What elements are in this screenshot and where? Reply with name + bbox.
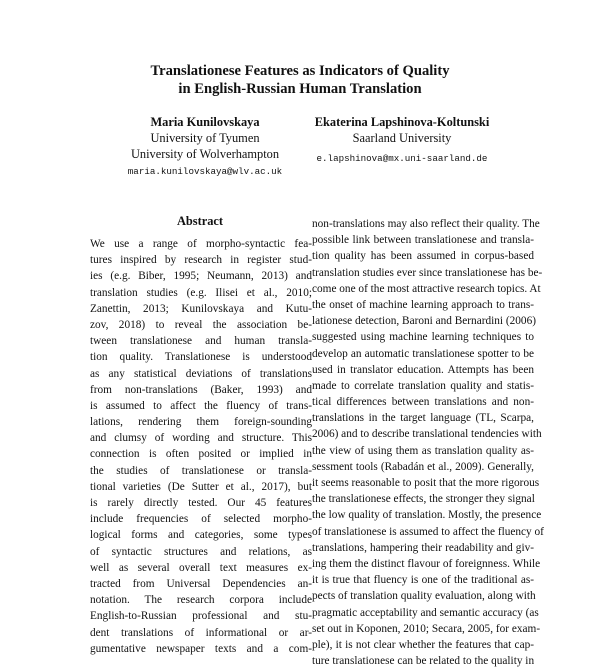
- body-line: translations, hampering their readability and giv-: [312, 541, 534, 554]
- author-name: Maria Kunilovskaya: [150, 115, 260, 129]
- abstract-line: ies (e.g. Biber, 1995; Neumann, 2013) and: [90, 270, 312, 283]
- body-line: tical differences between translations and non-: [312, 396, 534, 409]
- body-line: develop an automatic translationese spotter to be: [312, 347, 534, 360]
- author-email: e.lapshinova@mx.uni-saarland.de: [316, 153, 488, 164]
- abstract-line: dent translations of informational or ar-: [90, 626, 312, 639]
- body-line: ture translationese can be related to the quality in: [312, 655, 535, 668]
- abstract-line: well as several overall text measures ex-: [90, 561, 312, 574]
- abstract-line: of syntactic structures and relations, as: [90, 545, 312, 558]
- body-line: the low quality of translation. Mostly, the presence: [312, 509, 542, 522]
- body-line: made to correlate translation quality and statis-: [312, 379, 534, 392]
- abstract-line: tion quality. Translationese is understood: [90, 351, 312, 364]
- body-line: possible link between translationese and transla-: [312, 234, 534, 247]
- body-line: set out in Koponen, 2010; Secara, 2005, for exam-: [312, 622, 541, 635]
- body-line: lationese detection, Baroni and Bernardini (2006): [312, 315, 536, 328]
- abstract-line: tracted from Universal Dependencies an-: [90, 577, 312, 590]
- body-line: the view of using them as translation quality as-: [312, 444, 534, 457]
- abstract-line: notation. The research corpora include: [90, 594, 312, 607]
- body-line: tion quality has been assumed in corpus-based: [312, 250, 534, 263]
- abstract-line: connection is often posited or implied in: [90, 448, 312, 461]
- abstract-line: We use a range of morpho-syntactic fea-: [90, 238, 312, 250]
- abstract-line: logical forms and categories, some types: [90, 529, 312, 542]
- body-line: translation studies ever since translationese has be-: [312, 266, 543, 279]
- abstract-line: Zanettin, 2013; Kunilovskaya and Kutu-: [90, 302, 312, 315]
- abstract-line: is rarely directly tested. Our 45 features: [90, 497, 312, 509]
- author-email: maria.kunilovskaya@wlv.ac.uk: [127, 166, 283, 177]
- abstract-line: include frequencies of selected morpho-: [90, 513, 312, 526]
- abstract-line: and clumsy of wording and structure. This: [90, 432, 312, 445]
- abstract-line: from non-translations (Baker, 1993) and: [90, 383, 312, 396]
- author-block-1: [100, 114, 310, 180]
- abstract-line: the studies of translationese or transla-: [90, 464, 312, 477]
- abstract-line: as any statistical deviations of translations: [90, 367, 312, 380]
- body-line: it seems reasonable to posit that the more rigorous: [312, 477, 540, 489]
- author-affiliation: University of Wolverhampton: [130, 147, 280, 161]
- author-name: Ekaterina Lapshinova-Koltunski: [314, 115, 490, 129]
- body-line: the translationese effects, the stronger they signal: [312, 493, 535, 506]
- body-line: pragmatic acceptability and semantic accuracy (as: [312, 606, 539, 619]
- body-line: translations in the target language (TL, Scarpa,: [312, 412, 534, 425]
- body-line: the onset of machine learning approach to trans-: [312, 298, 534, 311]
- body-line: suggested using machine learning techniques to: [312, 331, 534, 344]
- abstract-line: tween translationese and human transla-: [90, 335, 312, 348]
- abstract-line: lations, rendering them foreign-sounding: [90, 416, 312, 429]
- abstract-line: gumentative newspaper texts and a com-: [90, 642, 312, 655]
- body-line: of translationese is assumed to affect the fluency of: [312, 525, 544, 538]
- author-affiliation: Saarland University: [352, 131, 452, 145]
- body-line: it is true that fluency is one of the traditional as-: [312, 574, 534, 587]
- abstract-line: is assumed to affect the fluency of trans-: [90, 399, 312, 412]
- author-block-2: [302, 114, 502, 167]
- author-affiliation: University of Tyumen: [150, 131, 260, 145]
- abstract-line: tional varieties (De Sutter et al., 2017), but: [90, 480, 312, 493]
- abstract-line: tures inspired by research in register stud-: [90, 254, 312, 267]
- abstract-line: zov, 2018) to reveal the association be-: [90, 318, 312, 331]
- paper-title-line-2: in English-Russian Human Translation: [178, 81, 422, 97]
- body-line: ing them the distinct flavour of foreignness. While: [312, 557, 541, 570]
- abstract-heading: Abstract: [176, 214, 224, 228]
- body-line: pects of translation quality evaluation, along with: [312, 590, 536, 603]
- abstract-line: English-to-Russian professional and stu-: [90, 610, 312, 623]
- body-line: ple), it is not clear whether the features that cap-: [312, 638, 534, 651]
- body-line: used in translator education. Attempts has been: [312, 363, 534, 376]
- body-right-column: [312, 216, 544, 669]
- body-line: sessment tools (Rabadán et al., 2009). Generally,: [312, 460, 534, 473]
- abstract-body: [90, 236, 312, 657]
- abstract-line: translation studies (e.g. Ilisei et al., 2010;: [90, 286, 312, 299]
- paper-title-line-1: Translationese Features as Indicators of Quality: [150, 63, 450, 79]
- body-line: non-translations may also reflect their quality. The: [312, 218, 540, 230]
- body-line: come one of the most attractive research topics. At: [312, 282, 541, 295]
- body-line: 2006) and to describe translational tendencies with: [312, 428, 542, 441]
